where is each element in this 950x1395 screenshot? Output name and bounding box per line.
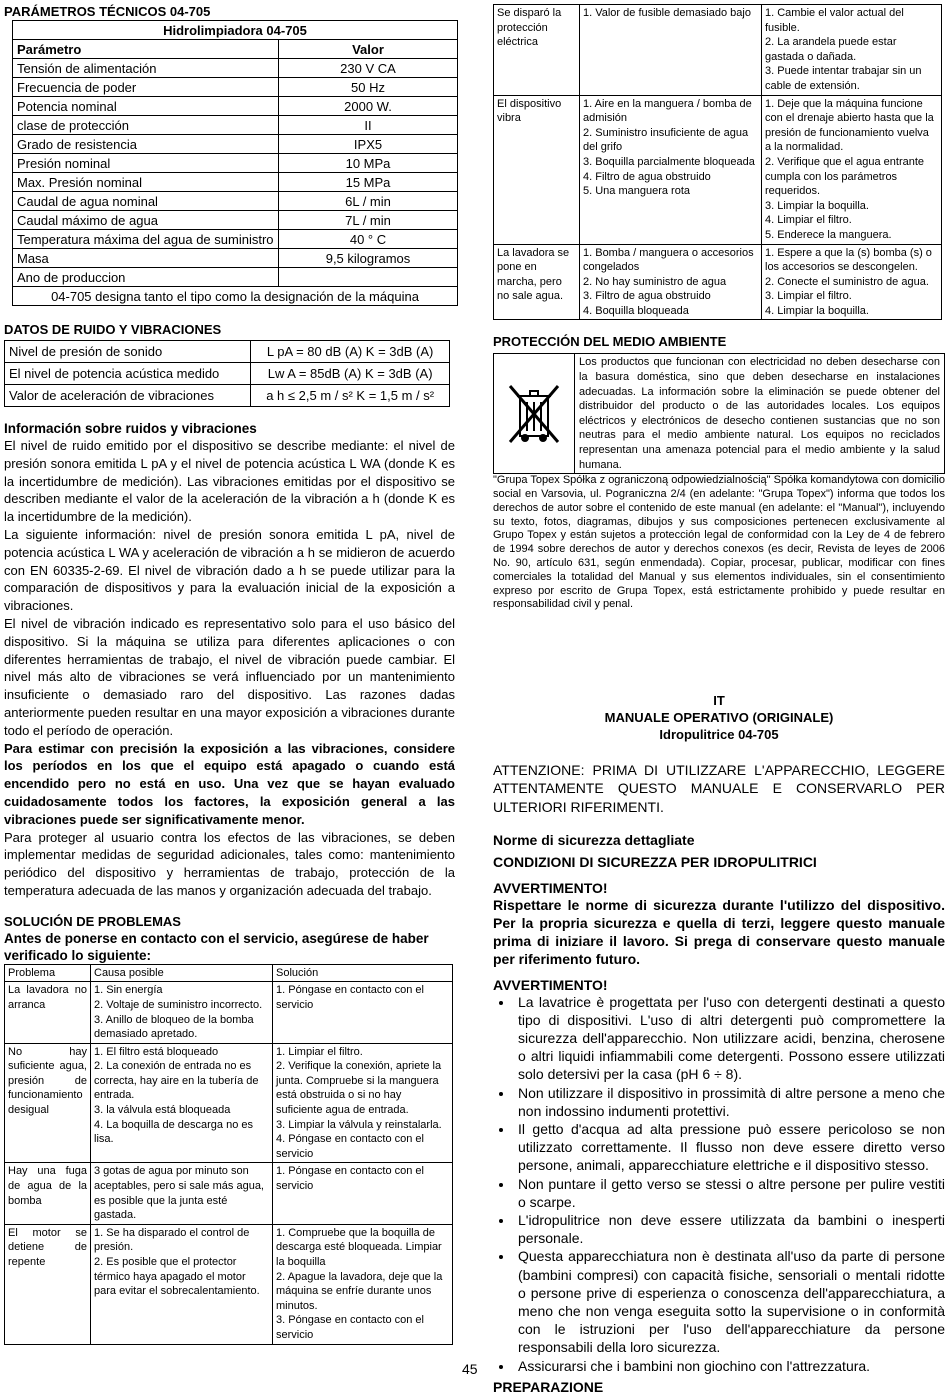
- trouble-row: [5, 982, 453, 1043]
- trouble-row: [494, 244, 942, 320]
- spec-row: [13, 211, 458, 230]
- trouble-solution: 1. Póngase en contacto con el servicio: [273, 982, 453, 1043]
- spec-param: Grado de resistencia: [13, 135, 279, 154]
- env-text: Los productos que funcionan con electricidad no deben desecharse con la basura doméstica, sino que deben desecharse en instalaciones adecuadas. La información sobre la eliminación se puede obtener del distribuidor del producto o de las autoridades locales. Los equipos eléctricos y electrónicos de desecho contienen sustancias que no son neutras para el medio ambiente natural. Los equipos no reciclados representan una amenaza potencial para el medio ambiente y la salud humana.: [579, 356, 940, 471]
- spec-param: Presión nominal: [13, 154, 279, 173]
- trouble-table-continued: [493, 4, 942, 320]
- spec-value: IPX5: [279, 135, 458, 154]
- info-p4: Para estimar con precisión la exposición a las vibraciones, considere los períodos en los que el equipo está apagado o cuando está encendido pero no está en uso. Una vez que se hayan evaluado cuidadosamente todos los factores, la exposición general a las vibraciones puede ser significativamente menor.: [4, 740, 455, 827]
- it-lang: IT: [713, 693, 725, 709]
- info-p3: El nivel de vibración indicado es representativo solo para el uso básico del dispositivo. Si la máquina se utiliza para diferentes aplicaciones o con diferentes herramientas de trabajo, el nivel de vibración puede cambiar. El nivel más alto de vibraciones se verá influenciado por un mantenimiento insuficiente o demasiado raro del dispositivo. Las razones dadas anteriormente pueden resultar en una mayor exposición a vibraciones durante todo el período de operación.: [4, 615, 455, 738]
- spec-param: Max. Presión nominal: [13, 173, 279, 192]
- env-box: [493, 353, 945, 474]
- it-norme: Norme di sicurezza dettagliate: [493, 831, 695, 848]
- noise-value: L pA = 80 dB (A) K = 3dB (A): [251, 341, 450, 363]
- spec-value: [279, 268, 458, 287]
- info-p2: La siguiente información: nivel de presión sonora emitida L pA, nivel de potencia acústica L WA y aceleración de vibración a h se midieron de acuerdo con EN 60335-2-69. El nivel de vibración dado a h se puede utilizar para la comparación de dispositivos y para la evaluación inicial de la exposición a vibraciones.: [4, 526, 455, 614]
- noise-param: Valor de aceleración de vibraciones: [5, 385, 251, 407]
- trouble-solution: 1. Limpiar el filtro. 2. Verifique la conexión, apriete la junta. Compruebe si la manguera está obstruida o si no hay suficiente agua de entrada. 3. Limpiar la válvula y reinstalarla. 4. Póngase en contacto con el servicio: [273, 1043, 453, 1163]
- spec-heading: PARÁMETROS TÉCNICOS 04-705: [4, 4, 211, 19]
- noise-heading: DATOS DE RUIDO Y VIBRACIONES: [4, 322, 222, 337]
- it-condizioni: CONDIZIONI DI SICUREZZA PER IDROPULITRICI: [493, 853, 817, 870]
- it-bullet: • Non utilizzare il dispositivo in prossimità di altre persone a meno che non indossino indumenti protettivi.: [514, 1084, 945, 1120]
- spec-row: [13, 78, 458, 97]
- trouble-header: Causa posible: [91, 964, 273, 982]
- trouble-problem: La lavadora se pone en marcha, pero no sale agua.: [494, 244, 580, 320]
- trouble-heading: SOLUCIÓN DE PROBLEMAS: [4, 913, 181, 929]
- trouble-problem: El motor se detiene de repente: [5, 1224, 91, 1344]
- trouble-row: [494, 95, 942, 244]
- trouble-solution: 1. Deje que la máquina funcione con el drenaje abierto hasta que la presión de funcionamiento vuelva a la normalidad. 2. Verifique que el agua entrante cumpla con los parámetros requeridos. 3. Limpiar la boquilla. 4. Limpiar el filtro. 5. Enderece la manguera.: [762, 95, 942, 244]
- spec-param: Masa: [13, 249, 279, 268]
- spec-param: Potencia nominal: [13, 97, 279, 116]
- spec-row: [13, 249, 458, 268]
- spec-table: [12, 20, 458, 306]
- trouble-header-row: [5, 964, 453, 982]
- page-number: 45: [462, 1361, 478, 1377]
- noise-value: Lw A = 85dB (A) K = 3dB (A): [251, 363, 450, 385]
- left-column: [4, 4, 455, 1345]
- it-warn1: AVVERTIMENTO!: [493, 879, 608, 896]
- spec-row: [13, 173, 458, 192]
- trouble-problem: Hay una fuga de agua de la bomba: [5, 1163, 91, 1224]
- spec-row: [13, 116, 458, 135]
- trouble-problem: La lavadora no arranca: [5, 982, 91, 1043]
- spec-value: 40 ° C: [279, 230, 458, 249]
- crossed-bin-icon: [494, 354, 575, 473]
- it-bullet: • La lavatrice è progettata per l'uso con detergenti destinati a questo tipo di dispositivi. L'uso di altri detergenti può compromettere la sicurezza dell'apparecchio. Non utilizzare acidi, benzina, cherosene o altri liquidi infiammabili come detergenti. Possono essere utilizzati solo detersivi per la casa (pH 6 ÷ 8).: [514, 993, 945, 1084]
- noise-param: Nivel de presión de sonido: [5, 341, 251, 363]
- it-title1: MANUALE OPERATIVO (ORIGINALE): [604, 710, 834, 726]
- spec-value: 10 MPa: [279, 154, 458, 173]
- trouble-row: [5, 1224, 453, 1344]
- spec-value: 9,5 kilogramos: [279, 249, 458, 268]
- trouble-solution: 1. Espere a que la (s) bomba (s) o los accesorios se descongelen. 2. Conecte el suministro de agua. 3. Limpiar el filtro. 4. Limpiar la boquilla.: [762, 244, 942, 320]
- it-bullet: • L'idropulitrice non deve essere utilizzata da bambini o inesperti personale.: [514, 1211, 945, 1247]
- spec-param: Temperatura máxima del agua de suministro: [13, 230, 279, 249]
- right-column: [493, 4, 945, 1395]
- trouble-problem: Se disparó la protección eléctrica: [494, 5, 580, 96]
- spec-param: Caudal máximo de agua: [13, 211, 279, 230]
- trouble-header: Problema: [5, 964, 91, 982]
- trouble-cause: 1. Aire en la manguera / bomba de admisión 2. Suministro insuficiente de agua del grifo 3. Boquilla parcialmente bloqueada 4. Filtro de agua obstruido 5. Una manguera rota: [580, 95, 762, 244]
- spec-param: clase de protección: [13, 116, 279, 135]
- it-warn1-text: Rispettare le norme di sicurezza durante l'utilizzo del dispositivo. Per la propria sicurezza e quella di terzi, leggere questo manuale prima di iniziare il lavoro. Si prega di conservare questo manuale per riferimento futuro.: [493, 896, 945, 968]
- noise-param: El nivel de potencia acústica medido: [5, 363, 251, 385]
- spec-param: Ano de produccion: [13, 268, 279, 287]
- spec-param: Caudal de agua nominal: [13, 192, 279, 211]
- spec-row: [13, 192, 458, 211]
- spec-row: [13, 97, 458, 116]
- spec-row: [13, 230, 458, 249]
- trouble-cause: 1. Sin energía 2. Voltaje de suministro incorrecto. 3. Anillo de bloqueo de la bomba demasiado apretado.: [91, 982, 273, 1043]
- spec-row: [13, 268, 458, 287]
- noise-row: [5, 341, 450, 363]
- it-bullet: • Il getto d'acqua ad alta pressione può essere pericoloso se non utilizzato correttamente. Il flusso non deve essere diretto verso persone, animali, apparecchiature elettriche e il dispositivo stesso.: [514, 1120, 945, 1175]
- spec-row: [13, 135, 458, 154]
- trouble-row: [5, 1163, 453, 1224]
- trouble-row: [5, 1043, 453, 1163]
- spec-value: 50 Hz: [279, 78, 458, 97]
- spec-rows: [13, 59, 458, 287]
- trouble-row: [494, 5, 942, 96]
- spec-row: [13, 154, 458, 173]
- trouble-problem: No hay suficiente agua, presión de funcionamiento desigual: [5, 1043, 91, 1163]
- it-bullet-list: [493, 993, 945, 1375]
- it-prep: PREPARAZIONE: [493, 1378, 604, 1395]
- trouble-cause: 1. Valor de fusible demasiado bajo: [580, 5, 762, 96]
- trouble-solution: 1. Póngase en contacto con el servicio: [273, 1163, 453, 1224]
- spec-value: 7L / min: [279, 211, 458, 230]
- trouble-solution: 1. Compruebe que la boquilla de descarga esté bloqueada. Limpiar la boquilla 2. Apague la lavadora, deje que la máquina se enfríe durante unos minutos. 3. Póngase en contacto con el servicio: [273, 1224, 453, 1344]
- spec-param: Tensión de alimentación: [13, 59, 279, 78]
- trouble-cause: 1. Bomba / manguera o accesorios congelados 2. No hay suministro de agua 3. Filtro de agua obstruido 4. Boquilla bloqueada: [580, 244, 762, 320]
- trouble-problem: El dispositivo vibra: [494, 95, 580, 244]
- spec-value: 15 MPa: [279, 173, 458, 192]
- trouble-cause: 1. Se ha disparado el control de presión. 2. Es posible que el protector térmico haya apagado el motor para evitar el sobrecalentamiento.: [91, 1224, 273, 1344]
- legal-text: "Grupa Topex Spółka z ograniczoną odpowiedzialnością" Spółka komandytowa con domicilio social en Varsovia, ul. Pograniczna 2/4 (en adelante: "Grupa Topex") informa que todos los derechos de autor sobre el contenido de este manual (en adelante: el "Manual"), incluyendo su texto, fotos, diagramas, dibujos y sus composiciones pertenecen exclusivamente al Grupo Topex y están sujetos a protección legal de conformidad con la Ley de 4 de febrero de 1994 sobre derechos de autor y derechos conexos (es decir, Revista de leyes de 2006 No. 90, artículo 631, según enmendada). Copiar, procesar, publicar, modificar con fines comerciales la totalidad del Manual y sus elementos individuales, sin el consentimiento expreso por escrito de Grupa Topex, está estrictamente prohibido y puede resultar en responsabilidad civil y penal.: [493, 474, 945, 611]
- spec-value: 230 V CA: [279, 59, 458, 78]
- spec-col-param: Parámetro: [13, 40, 279, 59]
- info-p1: El nivel de ruido emitido por el dispositivo se describe mediante: el nivel de presión sonora emitida L pA y el nivel de potencia acústica L WA (donde K es la incertidumbre de medición). Las vibraciones emitidas por el dispositivo se describen mediante el valor de la aceleración de la vibración a h (donde K es la incertidumbre de la medición).: [4, 438, 455, 525]
- env-heading: PROTECCIÓN DEL MEDIO AMBIENTE: [493, 334, 727, 350]
- spec-value: 6L / min: [279, 192, 458, 211]
- it-title2: Idropulitrice 04-705: [659, 727, 779, 743]
- trouble-header: Solución: [273, 964, 453, 982]
- info-heading: Información sobre ruidos y vibraciones: [4, 421, 257, 436]
- info-p5: Para proteger al usuario contra los efectos de las vibraciones, se deben implementar medidas de seguridad adicionales, tales como: mantenimiento periódico del dispositivo y herramientas de trabajo, protección de la temperatura adecuada de las manos y organización adecuada del trabajo.: [4, 829, 455, 898]
- it-attention: ATTENZIONE: PRIMA DI UTILIZZARE L'APPARECCHIO, LEGGERE ATTENTAMENTE QUESTO MANUALE E CONSERVARLO PER ULTERIORI RIFERIMENTI.: [493, 762, 945, 815]
- it-bullet: • Questa apparecchiatura non è destinata all'uso da parte di persone (bambini compresi) con capacità fisiche, sensoriali o mentali ridotte o persone prive di esperienza o conoscenza dell'apparecchiatura, a meno che non venga eseguita sotto la supervisione o in conformità con le istruzioni per l'uso dell'apparecchiature da persone responsabili della loro sicurezza.: [514, 1247, 945, 1356]
- spec-param: Frecuencia de poder: [13, 78, 279, 97]
- it-bullet: • Non puntare il getto verso se stessi o altre persone per pulire vestiti o scarpe.: [514, 1175, 945, 1211]
- spec-col-value: Valor: [279, 40, 458, 59]
- spec-table-title: Hidrolimpiadora 04-705: [13, 21, 458, 40]
- noise-value: a h ≤ 2,5 m / s² K = 1,5 m / s²: [251, 385, 450, 407]
- spec-value: II: [279, 116, 458, 135]
- it-warn2: AVVERTIMENTO!: [493, 976, 608, 993]
- spec-row: [13, 59, 458, 78]
- spec-value: 2000 W.: [279, 97, 458, 116]
- trouble-cause: 3 gotas de agua por minuto son aceptables, pero si sale más agua, es posible que la junta esté gastada.: [91, 1163, 273, 1224]
- trouble-intro: Antes de ponerse en contacto con el servicio, asegúrese de haber verificado lo siguiente:: [4, 930, 429, 963]
- spec-footer: 04-705 designa tanto el tipo como la designación de la máquina: [13, 287, 458, 306]
- trouble-cause: 1. El filtro está bloqueado 2. La conexión de entrada no es correcta, hay aire en la tubería de entrada. 3. la válvula está bloqueada 4. La boquilla de descarga no es lisa.: [91, 1043, 273, 1163]
- noise-table: [4, 340, 450, 407]
- trouble-solution: 1. Cambie el valor actual del fusible. 2. La arandela puede estar gastada o dañada. 3. Puede intentar trabajar sin un cable de extensión.: [762, 5, 942, 96]
- noise-row: [5, 363, 450, 385]
- trouble-table: [4, 964, 453, 1345]
- it-bullet: • Assicurarsi che i bambini non giochino con l'attrezzatura.: [514, 1357, 945, 1375]
- noise-row: [5, 385, 450, 407]
